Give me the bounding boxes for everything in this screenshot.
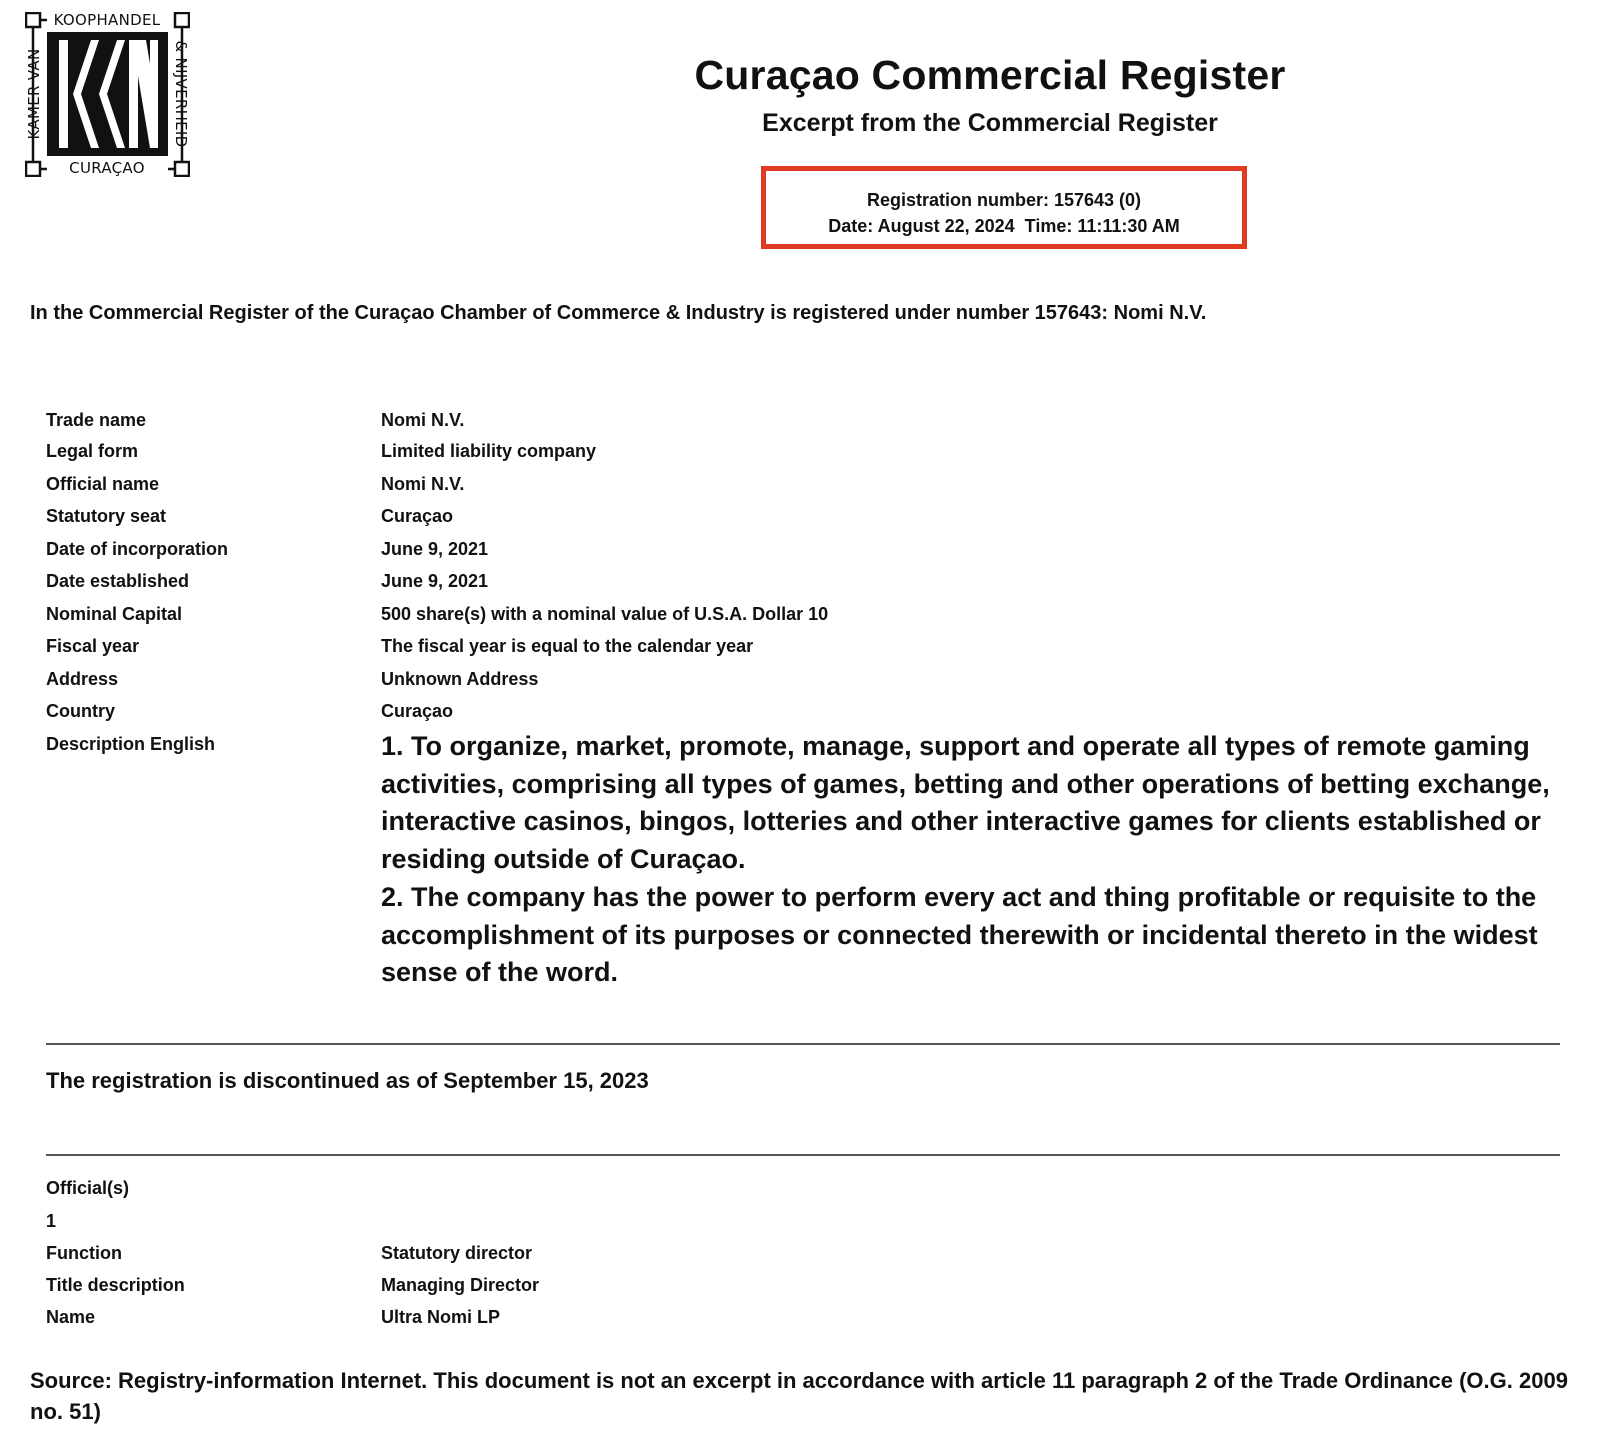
field-label-fiscal-year: Fiscal year [46,636,140,656]
field-label-function: Function [46,1243,122,1263]
description-paragraph-1: 1. To organize, market, promote, manage, support and operate all types of remote gaming activities, comprising all types of games, betting and other operations of betting exchange, interactive casinos, bingos, lotteries and other interactive games for clients established or residing outside of Curaçao. [381,731,1550,875]
description-paragraph-2: 2. The company has the power to perform every act and thing profitable or requisite to the accomplishment of its purposes or connected therewith or incidental thereto in the widest sense of the word. [381,881,1538,988]
field-label-description-english: Description English [46,734,216,754]
intro-statement: In the Commercial Register of the Curaçao Chamber of Commerce & Industry is registered under number 157643: Nomi N.V. [30,302,1207,324]
field-label-nominal-capital: Nominal Capital [46,604,183,624]
field-label-statutory-seat: Statutory seat [46,506,167,526]
field-value-date-established: June 9, 2021 [381,571,489,591]
field-label-country: Country [46,701,115,721]
field-value-trade-name: Nomi N.V. [381,410,465,430]
field-label-date-of-incorporation: Date of incorporation [46,539,229,559]
field-label-title-description: Title description [46,1275,185,1295]
source-footnote: Source: Registry-information Internet. This document is not an excerpt in accordance with article 11 paragraph 2 of the Trade Ordinance (O.G. 2009 no. 51) [30,1368,1568,1424]
section-divider [46,1043,1560,1045]
field-value-date-of-incorporation: June 9, 2021 [381,539,489,559]
officials-heading: Official(s) [46,1178,130,1198]
field-value-nominal-capital: 500 share(s) with a nominal value of U.S.A. Dollar 10 [381,604,829,624]
logo-top-text: KOOPHANDEL [53,12,161,29]
field-value-description-english [381,728,1561,992]
logo-bottom-text: CURAÇAO [69,159,145,177]
field-value-function: Statutory director [381,1243,533,1263]
field-label-trade-name: Trade name [46,410,147,430]
registration-date-time: Date: August 22, 2024 Time: 11:11:30 AM [828,216,1180,236]
field-value-country: Curaçao [381,701,454,721]
discontinued-notice: The registration is discontinued as of September 15, 2023 [46,1068,649,1093]
document-title: Curaçao Commercial Register [694,52,1286,98]
field-value-legal-form: Limited liability company [381,441,597,461]
section-divider [46,1154,1560,1156]
field-label-date-established: Date established [46,571,190,591]
document-subtitle: Excerpt from the Commercial Register [762,109,1218,137]
logo-right-text: & NIJVERHEID [172,40,190,148]
logo-left-text: KAMER VAN [25,48,43,140]
field-value-title-description: Managing Director [381,1275,540,1295]
registration-number: Registration number: 157643 (0) [866,190,1142,210]
field-value-address: Unknown Address [381,669,539,689]
field-label-address: Address [46,669,119,689]
registration-box [761,166,1247,249]
field-label-official-name: Official name [46,474,160,494]
field-label-name: Name [46,1307,96,1327]
field-value-official-name: Nomi N.V. [381,474,465,494]
field-label-legal-form: Legal form [46,441,139,461]
chamber-of-commerce-logo [25,12,190,177]
field-value-fiscal-year: The fiscal year is equal to the calendar year [381,636,754,656]
official-index: 1 [46,1211,57,1231]
field-value-statutory-seat: Curaçao [381,506,454,526]
field-value-name: Ultra Nomi LP [381,1307,501,1327]
